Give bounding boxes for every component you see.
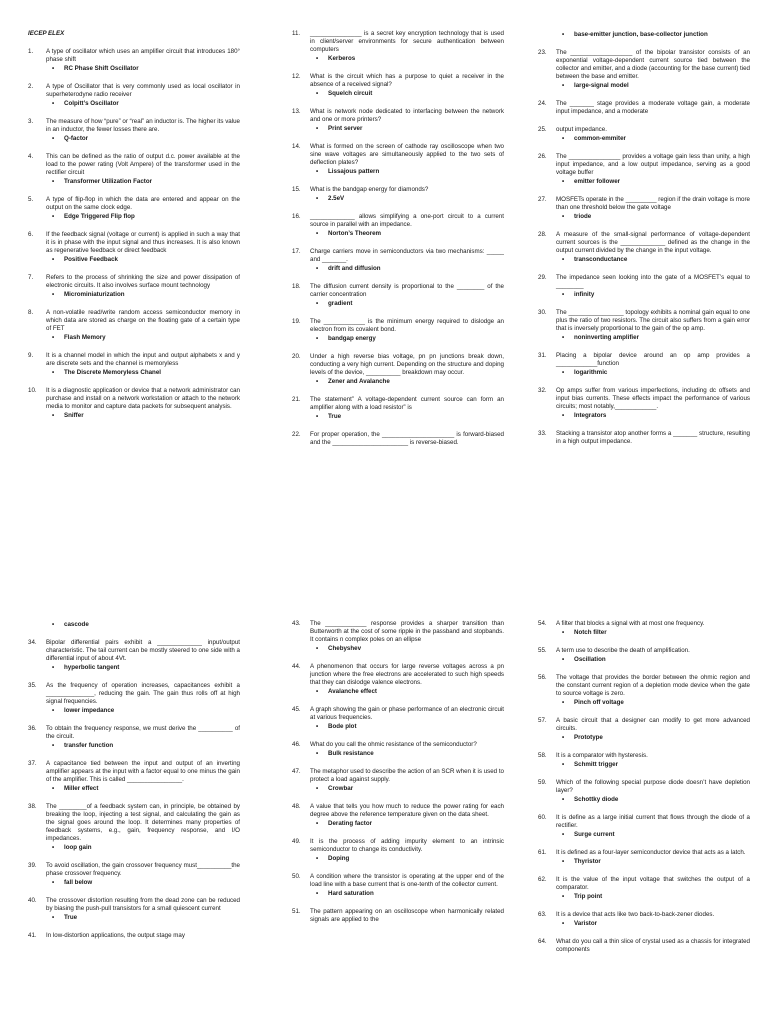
- question-text: The crossover distortion resulting from the dead zone can be reduced by biasing the push-pull transistors for a small quiescent current: [46, 897, 240, 912]
- question-text: What is formed on the screen of cathode ray oscilloscope when two sine wave voltages are simultaneously applied to the two sets of deflection plates?: [310, 143, 504, 166]
- answer-text: • True: [310, 413, 504, 421]
- question-item: [538, 274, 750, 299]
- question-text: If the feedback signal (voltage or current) is applied in such a way that it is in phase with the input signal and thus increases. It is also known as regenerative feedback or direct feedback: [46, 231, 240, 254]
- question-item: [28, 803, 240, 852]
- question-number: 26.: [538, 153, 547, 160]
- question-text: What do you call the ohmic resistance of the semiconductor?: [310, 741, 477, 748]
- column-2: [292, 620, 504, 934]
- column-3: [538, 30, 750, 456]
- answer-text: • hyperbolic tangent: [46, 664, 240, 672]
- question-item: [292, 353, 504, 386]
- question-text: What is the circuit which has a purpose to quiet a receiver in the absence of a received signal?: [310, 73, 504, 88]
- question-item: [292, 838, 504, 863]
- question-number: 11.: [292, 30, 301, 37]
- question-text: The __________________ of the bipolar transistor consists of an exponential voltage-dependent current source tied between the collector and emitter, and a diode (accounting for the base current) tied between the base and emitter.: [556, 49, 750, 80]
- question-text: It is the value of the input voltage that switches the output of a comparator.: [556, 876, 750, 891]
- question-text: It is define as a large initial current that flows through the diode of a rectifier.: [556, 814, 750, 829]
- page-section-2: [0, 620, 768, 1024]
- question-number: 10.: [28, 387, 37, 394]
- question-number: 24.: [538, 100, 547, 107]
- question-item: [538, 100, 750, 116]
- question-item: [28, 153, 240, 186]
- question-number: 21.: [292, 396, 301, 403]
- answer-text: • Positive Feedback: [46, 256, 240, 264]
- question-item: [292, 318, 504, 343]
- question-text: The ____________ is the minimum energy required to dislodge an electron from its covalent bond.: [310, 318, 504, 333]
- question-number: 19.: [292, 318, 301, 325]
- question-number: 61.: [538, 849, 547, 856]
- answer-text: • Zener and Avalanche: [310, 378, 504, 386]
- question-text: It is a device that acts like two back-to-back-zener diodes.: [556, 911, 715, 918]
- question-number: 35.: [28, 682, 37, 689]
- answer-text: • Colpitt’s Oscillator: [46, 100, 240, 108]
- question-number: 60.: [538, 814, 547, 821]
- question-number: 5.: [28, 196, 34, 203]
- question-number: 28.: [538, 231, 547, 238]
- answer-text: • RC Phase Shift Oscillator: [46, 65, 240, 73]
- question-number: 16.: [292, 213, 301, 220]
- question-number: 41.: [28, 932, 37, 939]
- answer-text: • lower impedance: [46, 707, 240, 715]
- question-item: [538, 717, 750, 742]
- answer-text: • Schottky diode: [556, 796, 750, 804]
- answer-text: • The Discrete Memoryless Chanel: [46, 369, 240, 377]
- question-number: 22.: [292, 431, 301, 438]
- answer-text: • gradient: [310, 300, 504, 308]
- question-item: [28, 352, 240, 377]
- question-item: [538, 430, 750, 446]
- question-text: The _______________ provides a voltage gain less than unity, a high input impedance, and a low output impedance, serving as a good voltage buffer: [556, 153, 750, 176]
- answer-text: • Prototype: [556, 734, 750, 742]
- question-item: [538, 309, 750, 342]
- question-text: A type of oscillator which uses an amplifier circuit that introduces 180° phase shift: [46, 48, 240, 63]
- question-text: It is a comparator with hysteresis.: [556, 752, 648, 759]
- question-item: [28, 621, 240, 629]
- question-text: Under a high reverse bias voltage, pn pn junctions break down, conducting a very high current. Depending on the structure and doping levels of the device, __________ breakdown may occur.: [310, 353, 504, 376]
- question-number: 38.: [28, 803, 37, 810]
- question-item: [538, 814, 750, 839]
- column-3: [538, 620, 750, 964]
- question-number: 33.: [538, 430, 547, 437]
- question-number: 39.: [28, 862, 37, 869]
- question-text: As the frequency of operation increases, capacitances exhibit a ______________, reducing the gain. The gain thus rolls off at high signal frequencies.: [46, 682, 240, 705]
- answer-text: • Crowbar: [310, 785, 504, 793]
- question-text: A condition where the transistor is operating at the upper end of the load line with a base current that is one-tenth of the collector current.: [310, 873, 504, 888]
- answer-text: • logarithmic: [556, 369, 750, 377]
- question-number: 64.: [538, 938, 547, 945]
- answer-text: • Oscillation: [556, 656, 750, 664]
- question-item: [538, 231, 750, 264]
- question-number: 13.: [292, 108, 301, 115]
- question-item: [28, 760, 240, 793]
- answer-text: • bandgap energy: [310, 335, 504, 343]
- question-item: [28, 231, 240, 264]
- question-text: For proper operation, the _____________________ is forward-biased and the ______________________ is reverse-biased.: [310, 431, 504, 446]
- question-text: _______________ is a secret key encryption technology that is used in client/server environments for secure authentication between computers: [310, 30, 504, 53]
- question-item: [538, 126, 750, 143]
- question-text: In low-distortion applications, the output stage may: [46, 932, 185, 939]
- answer-text: • 2.5eV: [310, 195, 504, 203]
- question-number: 25.: [538, 126, 547, 133]
- question-text: The voltage that provides the border between the ohmic region and the constant current region of a depletion mode device when the gate to source voltage is zero.: [556, 674, 750, 697]
- question-text: What is network node dedicated to interfacing between the network and one or more printers?: [310, 108, 504, 123]
- question-number: 23.: [538, 49, 547, 56]
- question-item: [28, 862, 240, 887]
- question-item: [28, 83, 240, 108]
- question-text: The statement” A voltage-dependent current source can form an amplifier along with a load resistor” is: [310, 396, 504, 411]
- question-number: 40.: [28, 897, 37, 904]
- question-number: 15.: [292, 186, 301, 193]
- question-item: [538, 352, 750, 377]
- question-number: 44.: [292, 663, 301, 670]
- answer-text: • Microminiaturization: [46, 291, 240, 299]
- answer-text: • fall below: [46, 879, 240, 887]
- question-number: 49.: [292, 838, 301, 845]
- question-text: The ________of a feedback system can, in principle, be obtained by breaking the loop, injecting a test signal, and calculating the gain as the signal goes around the loop. It determines many properties of feedback systems, e.g., gain, frequency response, and I/O impedances.: [46, 803, 240, 842]
- question-item: [292, 908, 504, 924]
- answer-text: • Kerberos: [310, 55, 504, 63]
- question-number: 43.: [292, 620, 301, 627]
- question-item: [292, 213, 504, 238]
- question-text: The metaphor used to describe the action of an SCR when it is used to protect a load against supply.: [310, 768, 504, 783]
- question-number: 36.: [28, 725, 37, 732]
- question-text: A non-volatile read/write random access semiconductor memory in which data are stored as charge on the floating gate of a certain type of FET: [46, 309, 240, 332]
- question-item: [538, 387, 750, 420]
- question-item: [292, 706, 504, 731]
- question-item: [538, 849, 750, 866]
- answer-text: • noninverting amplifier: [556, 334, 750, 342]
- question-text: Stacking a transistor atop another forms a _______ structure, resulting in a high output impedance.: [556, 430, 750, 445]
- question-number: 18.: [292, 283, 301, 290]
- question-text: The ____________ response provides a sharper transition than Butterworth at the cost of some ripple in the passband and stopbands. It contains n complex poles on an ellipse: [310, 620, 504, 643]
- answer-text: • Edge Triggered Flip flop: [46, 213, 240, 221]
- question-text: What do you call a thin slice of crystal used as a chassis for integrated components: [556, 938, 750, 953]
- answer-text: • cascode: [46, 621, 240, 629]
- page-section-1: [0, 30, 768, 565]
- question-number: 29.: [538, 274, 547, 281]
- answer-text: • common-emmiter: [556, 135, 750, 143]
- answer-text: • Surge current: [556, 831, 750, 839]
- question-text: A term use to describe the death of amplification.: [556, 647, 690, 654]
- question-item: [538, 620, 750, 637]
- question-number: 63.: [538, 911, 547, 918]
- answer-text: • drift and diffusion: [310, 265, 504, 273]
- question-text: A type of flip-flop in which the data are entered and appear on the output on the same clock edge.: [46, 196, 240, 211]
- question-number: 2.: [28, 83, 34, 90]
- answer-text: • Trip point: [556, 893, 750, 901]
- question-item: [292, 741, 504, 758]
- answer-text: • transconductance: [556, 256, 750, 264]
- question-number: 54.: [538, 620, 547, 627]
- column-1: [28, 30, 240, 430]
- question-item: [538, 911, 750, 928]
- question-item: [292, 768, 504, 793]
- question-number: 48.: [292, 803, 301, 810]
- question-item: [28, 682, 240, 715]
- answer-text: • base-emitter junction, base-collector junction: [556, 31, 750, 39]
- question-item: [538, 153, 750, 186]
- answer-text: • Squelch circuit: [310, 90, 504, 98]
- question-item: [292, 283, 504, 308]
- question-item: [28, 274, 240, 299]
- answer-text: • infinity: [556, 291, 750, 299]
- question-number: 45.: [292, 706, 301, 713]
- question-item: [538, 647, 750, 664]
- question-item: [292, 873, 504, 898]
- question-item: [292, 30, 504, 63]
- answer-text: • Varistor: [556, 920, 750, 928]
- question-item: [28, 196, 240, 221]
- question-text: The measure of how “pure” or “real” an inductor is. The higher its value in an inductor, the fewer losses there are.: [46, 118, 240, 133]
- question-text: The ________________ topology exhibits a nominal gain equal to one plus the ratio of two resistors. The circuit also suffers from a gain error that is inversely proportional to the gain of the op amp.: [556, 309, 750, 332]
- question-number: 47.: [292, 768, 301, 775]
- question-number: 57.: [538, 717, 547, 724]
- question-number: 7.: [28, 274, 34, 281]
- question-text: A phenomenon that occurs for large reverse voltages across a pn junction where the free electrons are accelerated to such high speeds that they can dislodge valence electrons.: [310, 663, 504, 686]
- question-number: 56.: [538, 674, 547, 681]
- question-number: 31.: [538, 352, 547, 359]
- question-number: 6.: [28, 231, 34, 238]
- answer-text: • Derating factor: [310, 820, 504, 828]
- question-text: It is a diagnostic application or device that a network administrator can purchase and install on a network workstation or attach to the network media to monitor and capture data packets for subsequent analysis.: [46, 387, 240, 410]
- question-text: The impedance seen looking into the gate of a MOSFET’s equal to ________: [556, 274, 750, 289]
- answer-text: • Q-factor: [46, 135, 240, 143]
- question-item: [28, 387, 240, 420]
- question-text: What is the bandgap energy for diamonds?: [310, 186, 429, 193]
- question-text: The _______ stage provides a moderate voltage gain, a moderate input impedance, and a moderate: [556, 100, 750, 115]
- question-item: [538, 752, 750, 769]
- answer-text: • large-signal model: [556, 82, 750, 90]
- question-number: 46.: [292, 741, 301, 748]
- question-number: 4.: [28, 153, 34, 160]
- question-number: 50.: [292, 873, 301, 880]
- question-number: 55.: [538, 647, 547, 654]
- question-item: [292, 803, 504, 828]
- question-item: [538, 938, 750, 954]
- answer-text: • Integrators: [556, 412, 750, 420]
- answer-text: • Miller effect: [46, 785, 240, 793]
- question-item: [292, 620, 504, 653]
- question-number: 37.: [28, 760, 37, 767]
- question-text: The diffusion current density is proportional to the ________ of the carrier concentration: [310, 283, 504, 298]
- question-number: 1.: [28, 48, 34, 55]
- question-text: A value that tells you how much to reduce the power rating for each degree above the reference temperature given on the data sheet.: [310, 803, 504, 818]
- question-text: Placing a bipolar device around an op amp provides a ____________function: [556, 352, 750, 367]
- question-item: [28, 639, 240, 672]
- question-item: [292, 248, 504, 273]
- question-number: 59.: [538, 779, 547, 786]
- answer-text: • Flash Memory: [46, 334, 240, 342]
- question-number: 17.: [292, 248, 301, 255]
- question-text: output impedance.: [556, 126, 607, 133]
- question-item: [28, 48, 240, 73]
- question-item: [538, 674, 750, 707]
- question-item: [538, 779, 750, 804]
- question-number: 14.: [292, 143, 301, 150]
- question-text: This can be defined as the ratio of output d.c. power available at the load to the power rating (Volt Ampere) of the transformer used in the rectifier circuit: [46, 153, 240, 176]
- question-item: [292, 73, 504, 98]
- question-text: It is a channel model in which the input and output alphabets x and y are discrete sets and the channel is memoryless: [46, 352, 240, 367]
- question-number: 58.: [538, 752, 547, 759]
- answer-text: • Hard saturation: [310, 890, 504, 898]
- answer-text: • Notch filter: [556, 629, 750, 637]
- question-item: [292, 431, 504, 447]
- answer-text: • Avalanche effect: [310, 688, 504, 696]
- answer-text: • Schmitt trigger: [556, 761, 750, 769]
- question-text: _____________ allows simplifying a one-port circuit to a current source in parallel with an impedance.: [310, 213, 504, 228]
- question-text: A filter that blocks a signal with at most one frequency.: [556, 620, 705, 627]
- answer-text: • Lissajous pattern: [310, 168, 504, 176]
- question-text: Charge carriers move in semiconductors via two mechanisms: _____ and _______.: [310, 248, 504, 263]
- answer-text: • Print server: [310, 125, 504, 133]
- question-text: A capacitance tied between the input and output of an inverting amplifier appears at the input with a factor equal to one minus the gain of the amplifier. This is called ________________.: [46, 760, 240, 783]
- question-text: A basic circuit that a designer can modify to get more advanced circuits.: [556, 717, 750, 732]
- question-text: To avoid oscillation, the gain crossover frequency must__________the phase crossover frequency.: [46, 862, 240, 877]
- question-text: It is the process of adding impurity element to an intrinsic semiconductor to change its conductivity.: [310, 838, 504, 853]
- answer-text: • Bulk resistance: [310, 750, 504, 758]
- question-item: [538, 876, 750, 901]
- answer-text: • emitter follower: [556, 178, 750, 186]
- question-number: 9.: [28, 352, 34, 359]
- document-title: IECEP ELEX: [28, 30, 65, 37]
- question-number: 51.: [292, 908, 301, 915]
- question-item: [28, 725, 240, 750]
- question-item: [292, 108, 504, 133]
- question-text: The pattern appearing on an oscilloscope when harmonically related signals are applied to the: [310, 908, 504, 923]
- question-item: [292, 663, 504, 696]
- question-text: It is defined as a four-layer semiconductor device that acts as a latch.: [556, 849, 746, 856]
- answer-text: • Bode plot: [310, 723, 504, 731]
- question-text: A measure of the small-signal performance of voltage-dependent current sources is the _____________ defined as the change in the output current divided by the change in the input voltage.: [556, 231, 750, 254]
- answer-text: • transfer function: [46, 742, 240, 750]
- answer-text: • Transformer Utilization Factor: [46, 178, 240, 186]
- column-1: [28, 620, 240, 950]
- answer-text: • Sniffer: [46, 412, 240, 420]
- question-text: A type of Oscillator that is very commonly used as local oscillator in superheterodyne radio receiver: [46, 83, 240, 98]
- question-item: [28, 932, 240, 940]
- question-text: Refers to the process of shrinking the size and power dissipation of electronic circuits. It also involves surface mount technology: [46, 274, 240, 289]
- question-number: 30.: [538, 309, 547, 316]
- column-2: [292, 30, 504, 457]
- question-item: [28, 897, 240, 922]
- question-text: Bipolar differential pairs exhibit a _____________ input/output characteristic. The tail current can be mostly steered to one side with a differential input of about 4Vt.: [46, 639, 240, 662]
- question-text: Op amps suffer from various imperfections, including dc offsets and input bias currents. These effects impact the performance of various circuits; most notably,____________.: [556, 387, 750, 410]
- question-text: A graph showing the gain or phase performance of an electronic circuit at various frequencies.: [310, 706, 504, 721]
- question-number: 8.: [28, 309, 34, 316]
- question-item: [538, 49, 750, 90]
- question-number: 12.: [292, 73, 301, 80]
- question-number: 3.: [28, 118, 34, 125]
- question-text: Which of the following special purpose diode doesn’t have depletion layer?: [556, 779, 750, 794]
- question-item: [292, 186, 504, 203]
- question-text: To obtain the frequency response, we must derive the __________ of the circuit.: [46, 725, 240, 740]
- answer-text: • Chebyshev: [310, 645, 504, 653]
- question-item: [538, 196, 750, 221]
- answer-text: • Thyristor: [556, 858, 750, 866]
- question-item: [538, 31, 750, 39]
- answer-text: • Pinch off voltage: [556, 699, 750, 707]
- question-item: [292, 143, 504, 176]
- question-number: 27.: [538, 196, 547, 203]
- answer-text: • triode: [556, 213, 750, 221]
- answer-text: • Norton’s Theorem: [310, 230, 504, 238]
- answer-text: • True: [46, 914, 240, 922]
- question-number: 62.: [538, 876, 547, 883]
- question-item: [28, 118, 240, 143]
- question-number: 34.: [28, 639, 37, 646]
- answer-text: • Doping: [310, 855, 504, 863]
- question-number: 32.: [538, 387, 547, 394]
- answer-text: • loop gain: [46, 844, 240, 852]
- question-number: 20.: [292, 353, 301, 360]
- question-text: MOSFETs operate in the _________ region if the drain voltage is more than one threshold below the gate voltage: [556, 196, 750, 211]
- question-item: [292, 396, 504, 421]
- question-item: [28, 309, 240, 342]
